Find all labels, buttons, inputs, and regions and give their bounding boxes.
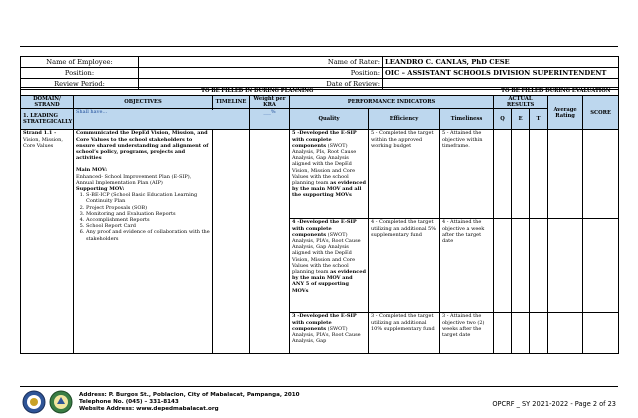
actual-e-1 <box>512 130 530 219</box>
strand-cell <box>21 130 74 354</box>
quality-level-5 <box>290 130 369 219</box>
review-period-label: Review Period: <box>21 79 139 90</box>
evaluation-band: TO BE FILLED DURING EVALUATION <box>494 88 619 96</box>
header-quality: Quality <box>290 109 369 130</box>
quality-level-4-text: (SWOT) Analysis, PIA’s, Root Cause Analysis, Gap Analysis aligned with the DepEd Vision, Mission and Core Values with the school planning team <box>292 231 361 276</box>
header-rule <box>20 46 618 47</box>
quality-level-4-heading: 4 -Developed the E-SIP with complete components <box>292 219 357 238</box>
supporting-mov-item: 4. Accomplishment Reports <box>86 217 210 223</box>
score-3 <box>583 313 619 354</box>
quality-level-5-evidence: as evidenced by the main MOV and all the supporting MOVs <box>292 180 366 199</box>
kra-label: 1. LEADING STRATEGICALLY <box>21 109 74 130</box>
position-label: Position: <box>21 68 139 79</box>
rater-name: LEANDRO C. CANLAS, PhD CESE <box>383 57 619 68</box>
quality-level-3 <box>290 313 369 354</box>
header-domain: DOMAIN/ STRAND <box>21 96 74 109</box>
header-timeline: TIMELINE <box>213 96 250 109</box>
timeline-cell <box>213 130 250 354</box>
rater-position: OIC – ASSISTANT SCHOOLS DIVISION SUPERINTENDENT <box>383 68 619 79</box>
quality-level-3-text: (SWOT) Analysis, PIA’s, Root Cause Analysis, Gap <box>292 325 361 345</box>
actual-t-2 <box>530 219 548 313</box>
timeliness-level-3: 3 - Attained the objective two (2) weeks after the target date <box>440 313 494 354</box>
objective-cell <box>74 130 213 354</box>
supporting-mov-item: 6. Any proof and evidence of collaboration with the stakeholders <box>86 229 210 241</box>
header-e: E <box>512 109 530 130</box>
supporting-mov-item: 2. Project Proposals (SOB) <box>86 205 210 211</box>
actual-q-3 <box>494 313 512 354</box>
date-review-label: Date of Review: <box>139 79 383 90</box>
actual-t-3 <box>530 313 548 354</box>
supporting-mov-title: Supporting MOV: <box>76 186 125 193</box>
strand-description: Vision, Mission, Core Values <box>23 136 63 149</box>
page-number: OPCRF _ SY 2021-2022 - Page 2 of 23 <box>492 400 616 408</box>
footer <box>22 390 620 416</box>
actual-t-1 <box>530 130 548 219</box>
strand-title: Strand 1.1 - <box>23 130 57 137</box>
average-2 <box>548 219 583 313</box>
supporting-mov-item: 1. S-BE-ICP (School Basic Education Learning Continuity Plan <box>86 192 210 204</box>
score-2 <box>583 219 619 313</box>
timeliness-level-4: 4 - Attained the objective a week after the target date <box>440 219 494 313</box>
quality-level-4-evidence: as evidenced by the main MOV and ANY 5 of supporting MOVs <box>292 269 366 294</box>
kra-shall-have: Shall have… <box>74 109 250 130</box>
efficiency-level-5: 5 - Completed the target within the approved working budget <box>369 130 440 219</box>
main-mov-text: Enhanced- School Improvement Plan (E-SIP), Annual Implementation Plan (AIP) <box>76 173 192 186</box>
employee-info-table <box>20 56 619 90</box>
deped-seal-icon <box>22 390 46 414</box>
opcrf-table <box>20 87 619 354</box>
header-weight: Weight per KRA <box>250 96 290 109</box>
supporting-mov-item: 5. School Report Card <box>86 223 210 229</box>
actual-q-1 <box>494 130 512 219</box>
header-t: T <box>530 109 548 130</box>
footer-address: Address: P. Burgos St., Poblacion, City of Mabalacat, Pampanga, 2010 <box>79 392 300 398</box>
division-seal-icon <box>49 390 73 414</box>
average-1 <box>548 130 583 219</box>
actual-q-2 <box>494 219 512 313</box>
quality-level-3-heading: 3 -Developed the E-SIP with complete components <box>292 313 357 332</box>
header-actual-results: ACTUAL RESULTS <box>494 96 548 109</box>
employee-label: Name of Employee: <box>21 57 139 68</box>
main-mov-title: Main MOV: <box>76 167 108 174</box>
actual-e-3 <box>512 313 530 354</box>
quality-level-5-heading: 5 -Developed the E-SIP with complete components <box>292 130 357 149</box>
footer-address-block <box>79 392 300 413</box>
rater-position-label: Position: <box>139 68 383 79</box>
supporting-mov-list <box>76 192 210 242</box>
header-score: SCORE <box>583 96 619 130</box>
header-objectives: OBJECTIVES <box>74 96 213 109</box>
header-timeliness: Timeliness <box>440 109 494 130</box>
header-performance-indicators: PERFORMANCE INDICATORS <box>290 96 494 109</box>
actual-e-2 <box>512 219 530 313</box>
timeliness-level-5: 5 - Attained the objective within timeframe. <box>440 130 494 219</box>
score-1 <box>583 130 619 219</box>
header-average-rating: Average Rating <box>548 96 583 130</box>
quality-level-5-text: (SWOT) Analysis, PIs, Root Cause Analysis, Gap Analysis aligned with the DepEd Vision, Mission and Core Values with the school planning team <box>292 142 357 187</box>
efficiency-level-3: 3 - Completed the target utilizing an additional 10% supplementary fund <box>369 313 440 354</box>
objective-text: Communicated the DepEd Vision, Mission, and Core Values to the school stakeholders to ensure shared understanding and alignment of school’s policy, programs, projects and activities <box>76 130 209 162</box>
footer-telephone: Telephone No. (045) – 331-8143 <box>79 399 179 405</box>
planning-band: TO BE FILLED IN DURING PLANNING <box>21 88 494 96</box>
weight-cell <box>250 130 290 354</box>
supporting-mov-item: 3. Monitoring and Evaluation Reports <box>86 211 210 217</box>
efficiency-level-4: 4 - Completed the target utilizing an additional 5% supplementary fund <box>369 219 440 313</box>
quality-level-4 <box>290 219 369 313</box>
rater-label: Name of Rater: <box>139 57 383 68</box>
footer-website: Website Address: www.depedmabalacat.org <box>79 406 219 412</box>
average-3 <box>548 313 583 354</box>
kra-weight: ___% <box>250 109 290 130</box>
header-q: Q <box>494 109 512 130</box>
footer-rule <box>20 386 618 387</box>
header-efficiency: Efficiency <box>369 109 440 130</box>
